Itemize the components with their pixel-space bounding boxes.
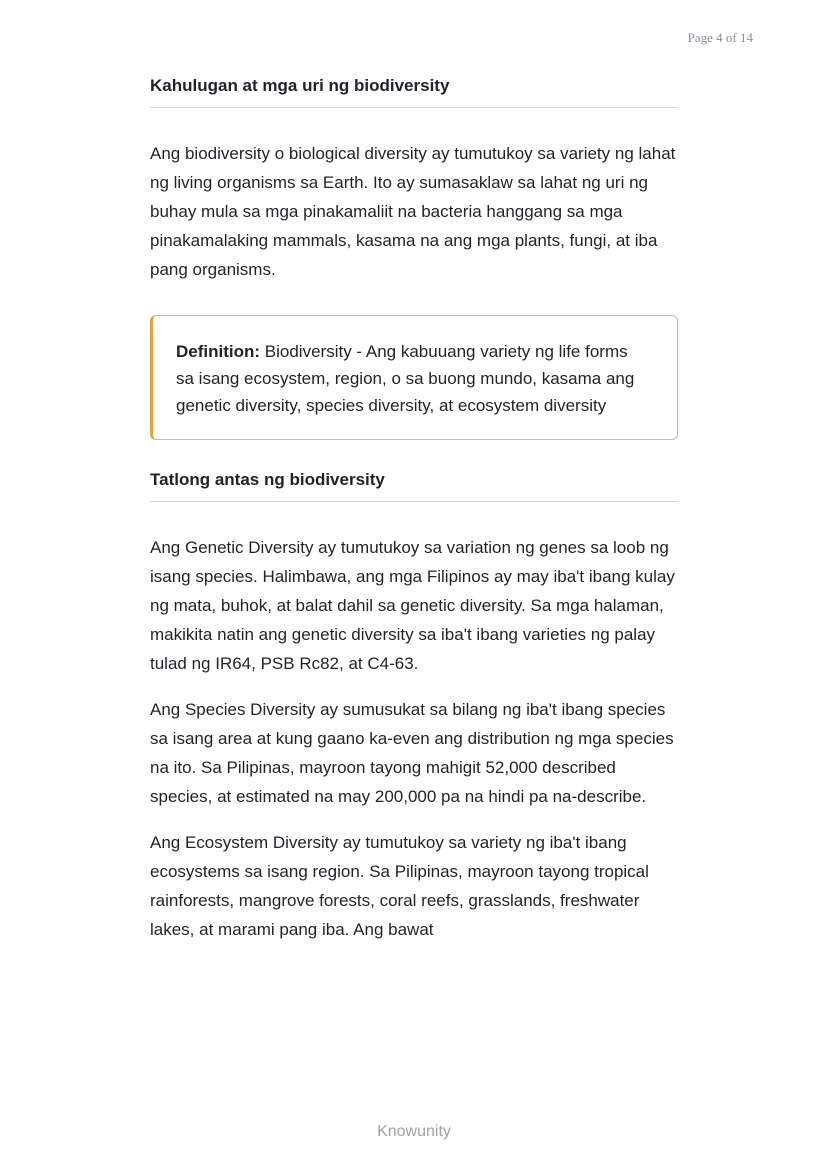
intro-paragraph: Ang biodiversity o biological diversity ay tumutukoy sa variety ng lahat ng living organisms sa Earth. Ito ay sumasaklaw sa lahat ng uri ng buhay mula sa mga pinakamaliit na bacteria hanggang sa mga pinakamalaking mammals, kasama na ang mga plants, fungi, at iba pang organisms. xyxy=(150,144,676,279)
document-content xyxy=(150,76,678,944)
genetic-diversity-paragraph: Ang Genetic Diversity ay tumutukoy sa variation ng genes sa loob ng isang species. Halimbawa, ang mga Filipinos ay may iba't ibang kulay ng mata, buhok, at balat dahil sa genetic diversity. Sa mga halaman, makikita natin ang genetic diversity sa iba't ibang varieties ng palay tulad ng IR64, PSB Rc82, at C4-63. xyxy=(150,538,675,673)
ecosystem-diversity-paragraph: Ang Ecosystem Diversity ay tumutukoy sa variety ng iba't ibang ecosystems sa isang region. Sa Pilipinas, mayroon tayong tropical rainforests, mangrove forests, coral reefs, grasslands, freshwater lakes, at marami pang iba. Ang bawat xyxy=(150,833,649,939)
callout-label: Definition: xyxy=(176,342,261,361)
page-number: Page 4 of 14 xyxy=(687,30,753,45)
section-heading-definition: Kahulugan at mga uri ng biodiversity xyxy=(150,76,678,108)
definition-callout xyxy=(150,315,678,440)
section-heading-levels: Tatlong antas ng biodiversity xyxy=(150,470,678,502)
footer-brand: Knowunity xyxy=(377,1123,451,1140)
callout-text: Biodiversity - Ang kabuuang variety ng life forms sa isang ecosystem, region, o sa buong mundo, kasama ang genetic diversity, species diversity, at ecosystem diversity xyxy=(176,342,635,415)
species-diversity-paragraph: Ang Species Diversity ay sumusukat sa bilang ng iba't ibang species sa isang area at kung gaano ka-even ang distribution ng mga species na ito. Sa Pilipinas, mayroon tayong mahigit 52,000 described species, at estimated na may 200,000 pa na hindi pa na-describe. xyxy=(150,700,674,806)
